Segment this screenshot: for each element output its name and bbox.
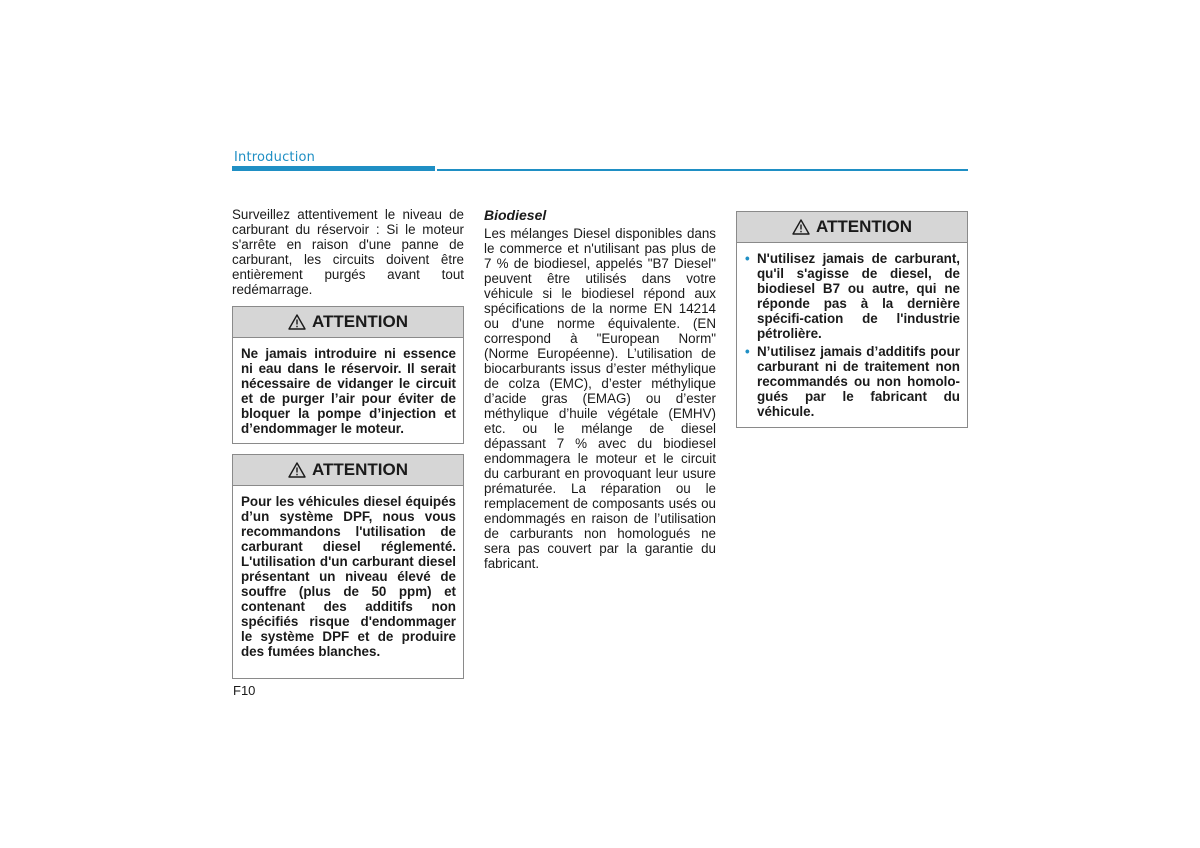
warning-header bbox=[233, 455, 463, 486]
bullet-glyph: • bbox=[745, 344, 750, 359]
warning-body bbox=[737, 243, 967, 428]
header-rule-thick bbox=[232, 166, 435, 171]
bullet-glyph: • bbox=[745, 251, 750, 266]
warning-header bbox=[737, 212, 967, 243]
bullet-text: N’utilisez jamais d’additifs pour carburant ni de traitement non recommandés ou non homolo-gués par le fabricant du véhicule. bbox=[757, 344, 960, 419]
warning-box-dpf bbox=[232, 454, 464, 679]
warning-bullet-list bbox=[745, 251, 960, 419]
list-item bbox=[745, 251, 960, 341]
fuel-level-paragraph: Surveillez attentivement le niveau de carburant du réservoir : Si le moteur s'arrête en raison d'une panne de carburant, les circuits doivent être entièrement purgés avant tout redémarrage. bbox=[232, 207, 464, 297]
header-rule-thin bbox=[437, 169, 968, 171]
warning-box-fuel-additives bbox=[736, 211, 968, 428]
warning-text: Pour les véhicules diesel équipés d’un système DPF, nous vous recommandons l'utilisation de carburant diesel réglementé. L'utilisation d'un carburant diesel présentant un niveau élevé de souffre (plus de 50 ppm) et contenant des additifs non spécifiés risque d'endommager le système DPF et de produire des fumées blanches. bbox=[241, 494, 456, 659]
warning-title: ATTENTION bbox=[311, 312, 408, 331]
page-number: F10 bbox=[233, 683, 256, 698]
bullet-text: N'utilisez jamais de carburant, qu'il s'agisse de diesel, de biodiesel B7 ou autre, qui ne réponde pas à la dernière spécifi-cation de l'industrie pétrolière. bbox=[757, 251, 960, 341]
warning-triangle-icon bbox=[288, 462, 306, 478]
warning-box-water-essence bbox=[232, 306, 464, 444]
biodiesel-paragraph: Les mélanges Diesel disponibles dans le commerce et n'utilisant pas plus de 7 % de biodiesel, appelés "B7 Diesel" peuvent être utilisés dans votre véhicule si le biodiesel répond aux spécifications de la norme EN 14214 ou d'une norme équivalente. (EN correspond à "European Norm" (Norme Européenne). L’utilisation de biocarburants issus d’ester méthylique de colza (EMC), d’ester méthylique d’acide gras (EMAG) ou d’ester méthylique d’huile végétale (EMHV) etc. ou le mélange de diesel dépassant 7 % avec du biodiesel endommagera le moteur et le circuit du carburant en provoquant leur usure prématurée. La réparation ou le remplacement de composants usés ou endommagés en raison de l’utilisation de carburants non homologués ne sera pas couvert par la garantie du fabricant. bbox=[484, 226, 716, 571]
warning-title: ATTENTION bbox=[311, 460, 408, 479]
warning-triangle-icon bbox=[288, 314, 306, 330]
warning-text: Ne jamais introduire ni essence ni eau dans le réservoir. Il serait nécessaire de vidanger le circuit et de purger l’air pour éviter de bloquer la pompe d’injection et d’endommager le moteur. bbox=[241, 346, 456, 436]
list-item bbox=[745, 344, 960, 419]
biodiesel-heading: Biodiesel bbox=[484, 207, 547, 223]
warning-header bbox=[233, 307, 463, 338]
section-title: Introduction bbox=[234, 150, 316, 165]
warning-title: ATTENTION bbox=[815, 217, 912, 236]
warning-triangle-icon bbox=[792, 219, 810, 235]
